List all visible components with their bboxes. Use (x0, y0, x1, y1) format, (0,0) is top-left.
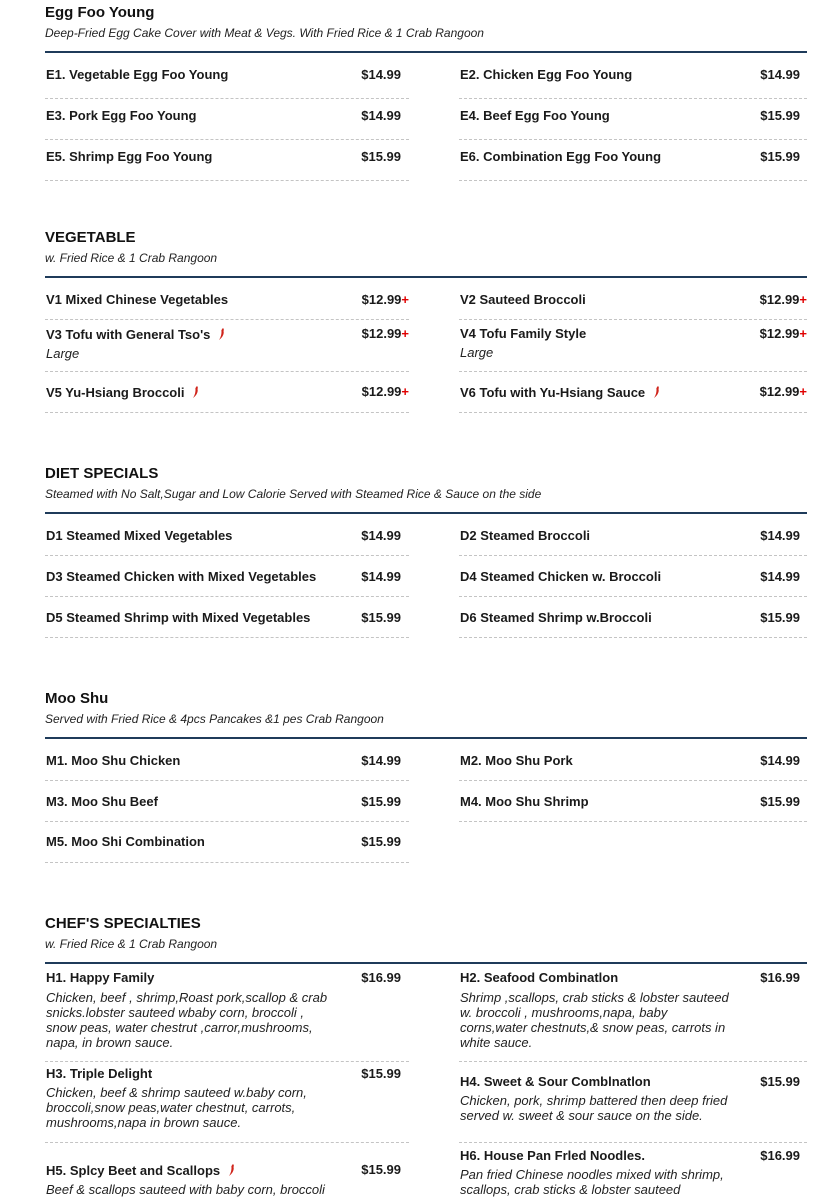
item-description: Chicken, beef , shrimp,Roast pork,scallop & crab snicks.lobster sauteed wbaby corn, broccoli , snow peas, water chestrut ,carror,mushrooms, napa, in brown sauce. (46, 990, 328, 1050)
item-price: $15.99 (361, 1162, 401, 1177)
item-name: E5. Shrimp Egg Foo Young (46, 149, 213, 164)
menu-item[interactable] (45, 1062, 409, 1143)
item-name: V4 Tofu Family Style (460, 326, 587, 341)
item-description: Chicken, beef & shrimp sauteed w.baby corn, broccoli,snow peas,water chestnut, carrots, mushrooms,napa in brown sauce. (46, 1085, 307, 1130)
item-price: $16.99 (760, 970, 800, 985)
menu-item[interactable] (45, 781, 409, 822)
item-name: V5 Yu-Hsiang Broccoli (46, 385, 201, 401)
menu-item[interactable] (459, 283, 807, 320)
item-price: $15.99 (361, 834, 401, 849)
section-diet-specials (45, 465, 807, 625)
menu-item[interactable] (459, 1143, 807, 1197)
menu-item[interactable] (45, 283, 409, 320)
item-name: D6 Steamed Shrimp w.Broccoli (460, 610, 652, 625)
section-divider (45, 512, 807, 514)
menu-item[interactable] (45, 1143, 409, 1197)
section-title: Moo Shu (45, 690, 109, 707)
item-description: Pan fried Chinese noodles mixed with shrimp, scallops, crab sticks & lobster sauteed (460, 1167, 724, 1197)
item-price: $15.99 (760, 794, 800, 809)
item-name: D2 Steamed Broccoli (460, 528, 591, 543)
menu-item[interactable] (45, 744, 409, 781)
item-name: H6. House Pan Frled Noodles. (460, 1148, 645, 1163)
item-name: D5 Steamed Shrimp with Mixed Vegetables (46, 610, 311, 625)
item-price: $15.99 (760, 108, 800, 123)
menu-item[interactable] (45, 597, 409, 638)
menu-item[interactable] (45, 320, 409, 372)
chili-pepper-icon (192, 386, 201, 398)
item-price: $14.99 (361, 108, 401, 123)
item-price: $16.99 (361, 970, 401, 985)
menu-item[interactable] (459, 969, 807, 1062)
section-subtitle: Steamed with No Salt,Sugar and Low Calorie Served with Steamed Rice & Sauce on the side (45, 487, 542, 501)
item-price: $14.99 (361, 528, 401, 543)
menu-item[interactable] (45, 99, 409, 140)
chili-pepper-icon (218, 328, 227, 340)
item-description: Shrimp ,scallops, crab sticks & lobster sauteed w. broccoli , mushrooms,napa, baby corns,water chestnuts,& snow peas, carrots in white sauce. (460, 990, 729, 1050)
item-name: D1 Steamed Mixed Vegetables (46, 528, 233, 543)
item-name: V3 Tofu with General Tso's (46, 327, 227, 343)
section-title: Egg Foo Young (45, 4, 155, 21)
item-name: H3. Triple Delight (46, 1066, 153, 1081)
item-name: E3. Pork Egg Foo Young (46, 108, 197, 123)
section-divider (45, 51, 807, 53)
item-name: H5. Splcy Beet and Scallops (46, 1163, 237, 1179)
item-price: $12.99+ (759, 326, 807, 341)
item-name: M3. Moo Shu Beef (46, 794, 158, 809)
item-price: $15.99 (361, 610, 401, 625)
item-name: H4. Sweet & Sour Comblnatlon (460, 1074, 651, 1089)
menu-item[interactable] (459, 320, 807, 372)
menu-item[interactable] (459, 140, 807, 181)
item-price: $12.99+ (361, 326, 409, 341)
item-name: V2 Sauteed Broccoli (460, 292, 586, 307)
item-name: E2. Chicken Egg Foo Young (460, 67, 633, 82)
item-price: $12.99+ (759, 292, 807, 307)
item-name: M1. Moo Shu Chicken (46, 753, 181, 768)
section-subtitle: w. Fried Rice & 1 Crab Rangoon (45, 251, 218, 265)
section-chefs-specialties (45, 915, 807, 1197)
item-price: $14.99 (760, 67, 800, 82)
menu-item[interactable] (459, 99, 807, 140)
item-name: V1 Mixed Chinese Vegetables (46, 292, 229, 307)
item-price: $12.99+ (759, 384, 807, 399)
chili-pepper-icon (228, 1164, 237, 1176)
item-name: M5. Moo Shi Combination (46, 834, 205, 849)
section-title: CHEF'S SPECIALTIES (45, 915, 201, 932)
section-vegetable (45, 229, 807, 400)
item-price: $15.99 (361, 794, 401, 809)
item-name: M4. Moo Shu Shrimp (460, 794, 589, 809)
menu-item[interactable] (45, 140, 409, 181)
menu-item[interactable] (459, 58, 807, 99)
section-subtitle: w. Fried Rice & 1 Crab Rangoon (45, 937, 218, 951)
item-name: H1. Happy Family (46, 970, 155, 985)
item-price: $15.99 (760, 610, 800, 625)
section-subtitle: Deep-Fried Egg Cake Cover with Meat & Vegs. With Fried Rice & 1 Crab Rangoon (45, 26, 484, 40)
item-price: $12.99+ (361, 384, 409, 399)
menu-item[interactable] (45, 58, 409, 99)
menu-item[interactable] (459, 744, 807, 781)
menu-item[interactable] (459, 597, 807, 638)
item-size-note: Large (46, 346, 80, 361)
item-name: D3 Steamed Chicken with Mixed Vegetables (46, 569, 317, 584)
menu-item[interactable] (45, 372, 409, 413)
menu-item[interactable] (45, 519, 409, 556)
chili-pepper-icon (653, 386, 662, 398)
section-divider (45, 276, 807, 278)
item-description: Chicken, pork, shrimp battered then deep fried served w. sweet & sour sauce on the side. (460, 1093, 728, 1123)
menu-item[interactable] (459, 1062, 807, 1143)
item-description: Beef & scallops sauteed with baby corn, broccoli (46, 1182, 325, 1197)
item-price: $12.99+ (361, 292, 409, 307)
item-price: $15.99 (760, 149, 800, 164)
item-price: $15.99 (361, 149, 401, 164)
section-moo-shu (45, 690, 807, 849)
section-title: VEGETABLE (45, 229, 136, 246)
item-name: V6 Tofu with Yu-Hsiang Sauce (460, 385, 662, 401)
item-name: E6. Combination Egg Foo Young (460, 149, 662, 164)
menu-item[interactable] (45, 556, 409, 597)
section-egg-foo-young (45, 4, 807, 164)
item-name: M2. Moo Shu Pork (460, 753, 573, 768)
item-price: $15.99 (760, 1074, 800, 1089)
item-name: E4. Beef Egg Foo Young (460, 108, 610, 123)
item-name: E1. Vegetable Egg Foo Young (46, 67, 229, 82)
section-title: DIET SPECIALS (45, 465, 159, 482)
section-divider (45, 737, 807, 739)
item-size-note: Large (460, 345, 494, 360)
item-price: $14.99 (361, 569, 401, 584)
menu-item[interactable] (45, 969, 409, 1062)
menu-item[interactable] (45, 822, 409, 863)
item-price: $14.99 (760, 753, 800, 768)
section-subtitle: Served with Fried Rice & 4pcs Pancakes &1 pes Crab Rangoon (45, 712, 384, 726)
menu-item[interactable] (459, 519, 807, 556)
menu-item[interactable] (459, 781, 807, 822)
item-name: D4 Steamed Chicken w. Broccoli (460, 569, 662, 584)
menu-item[interactable] (459, 372, 807, 413)
item-price: $16.99 (760, 1148, 800, 1163)
item-price: $15.99 (361, 1066, 401, 1081)
item-price: $14.99 (361, 753, 401, 768)
menu-item[interactable] (459, 556, 807, 597)
section-divider (45, 962, 807, 964)
item-price: $14.99 (760, 528, 800, 543)
item-name: H2. Seafood Combinatlon (460, 970, 619, 985)
item-price: $14.99 (361, 67, 401, 82)
item-price: $14.99 (760, 569, 800, 584)
